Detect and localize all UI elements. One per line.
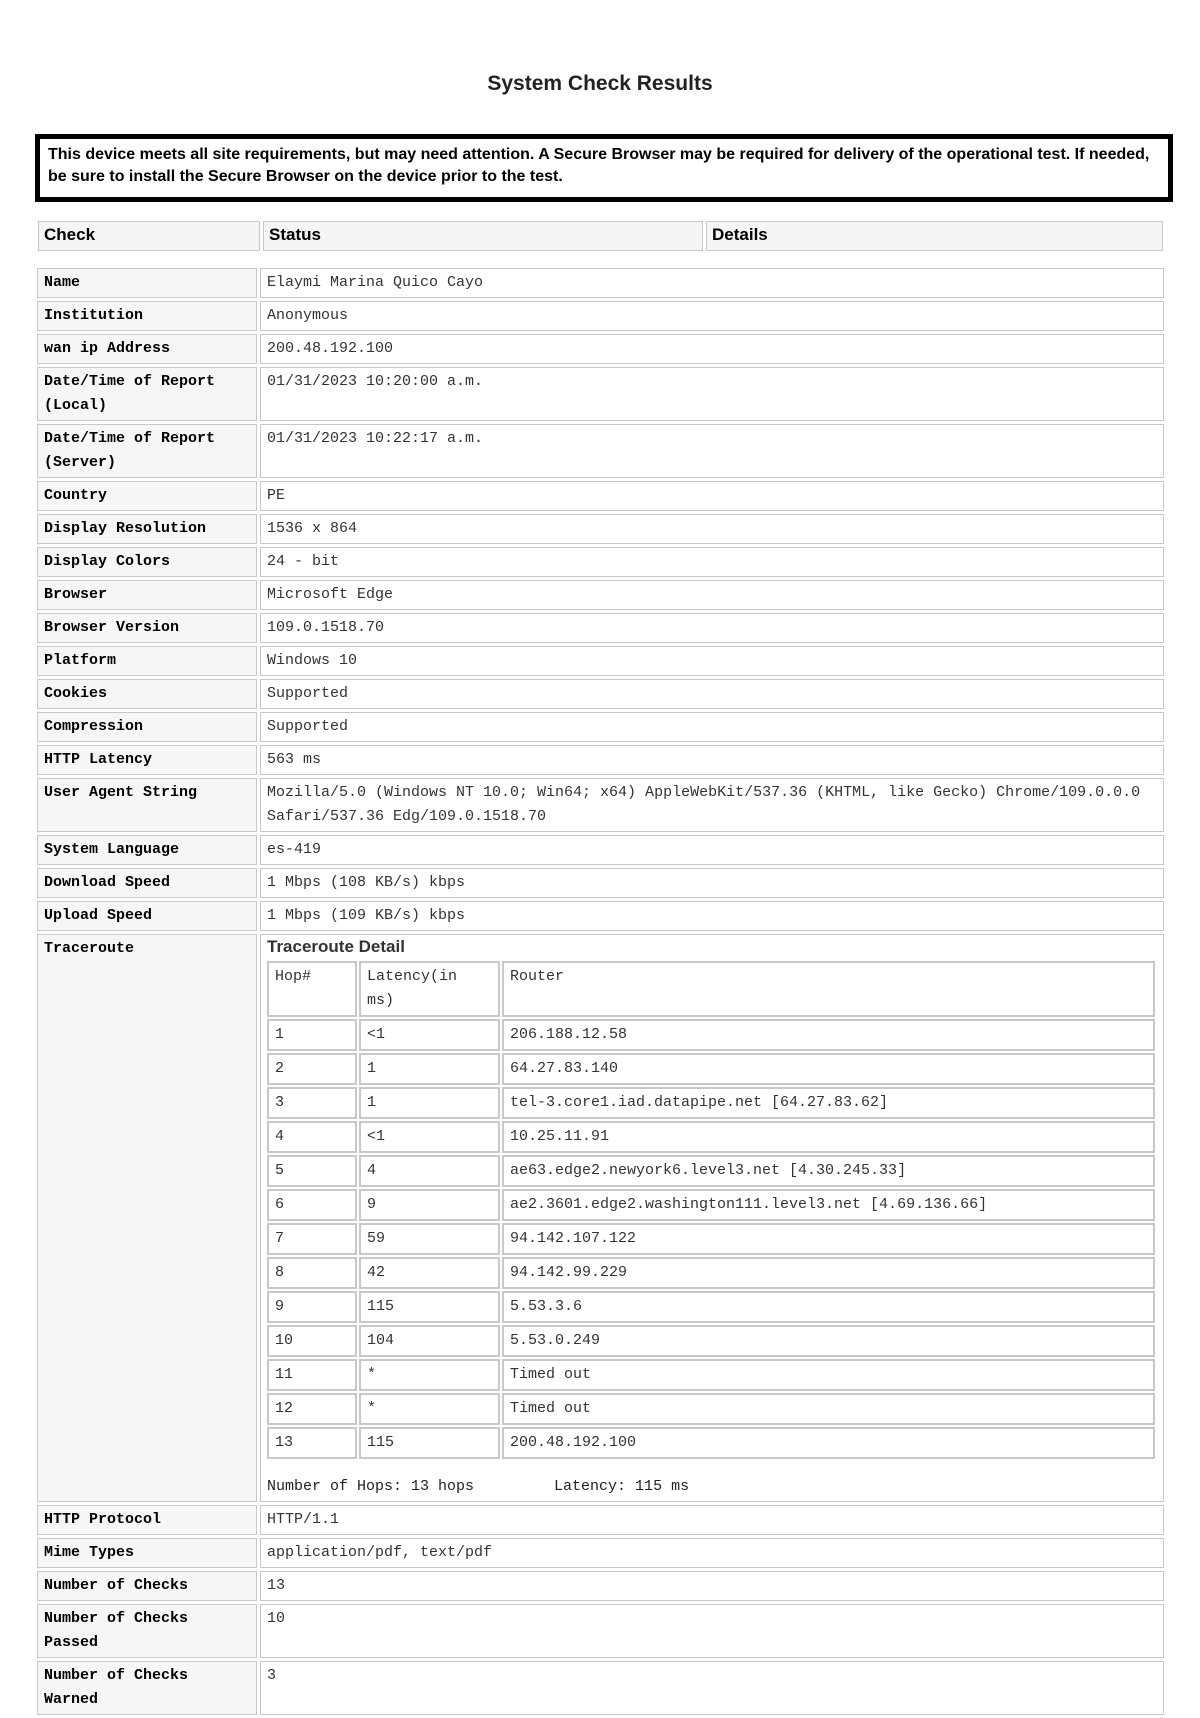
- row-label: Download Speed: [37, 868, 257, 898]
- table-row: [37, 301, 1164, 331]
- traceroute-router-cell: 94.142.107.122: [502, 1223, 1155, 1255]
- traceroute-row: [267, 1087, 1155, 1119]
- traceroute-router-cell: tel-3.core1.iad.datapipe.net [64.27.83.62]: [502, 1087, 1155, 1119]
- traceroute-row: [267, 1257, 1155, 1289]
- row-value: 24 - bit: [260, 547, 1164, 577]
- traceroute-summary: [267, 1475, 1157, 1499]
- row-label: Name: [37, 268, 257, 298]
- row-label: Traceroute: [37, 934, 257, 1502]
- row-value: 01/31/2023 10:20:00 a.m.: [260, 367, 1164, 421]
- traceroute-router-cell: ae2.3601.edge2.washington111.level3.net [4.69.136.66]: [502, 1189, 1155, 1221]
- row-label: User Agent String: [37, 778, 257, 832]
- traceroute-row: [267, 1155, 1155, 1187]
- traceroute-latency-cell: 1: [359, 1053, 500, 1085]
- traceroute-hop-cell: 4: [267, 1121, 357, 1153]
- traceroute-router-cell: 5.53.0.249: [502, 1325, 1155, 1357]
- traceroute-hop-cell: 1: [267, 1019, 357, 1051]
- traceroute-latency-cell: 4: [359, 1155, 500, 1187]
- traceroute-latency-cell: 9: [359, 1189, 500, 1221]
- table-row: [37, 481, 1164, 511]
- traceroute-header-hop: Hop#: [267, 961, 357, 1017]
- traceroute-header-latency: Latency(in ms): [359, 961, 500, 1017]
- row-label: Country: [37, 481, 257, 511]
- row-label: Number of Checks Passed: [37, 1604, 257, 1658]
- table-row: [37, 424, 1164, 478]
- traceroute-latency-cell: 115: [359, 1291, 500, 1323]
- row-value: Supported: [260, 679, 1164, 709]
- notice-box: [35, 134, 1173, 202]
- row-value: Windows 10: [260, 646, 1164, 676]
- traceroute-header-row: [267, 961, 1155, 1017]
- table-row: [37, 514, 1164, 544]
- traceroute-row: [267, 1359, 1155, 1391]
- traceroute-hop-cell: 12: [267, 1393, 357, 1425]
- traceroute-router-cell: 5.53.3.6: [502, 1291, 1155, 1323]
- column-header-status: Status: [263, 221, 703, 251]
- traceroute-hop-cell: 8: [267, 1257, 357, 1289]
- traceroute-latency-cell: 1: [359, 1087, 500, 1119]
- table-row: [37, 745, 1164, 775]
- traceroute-router-cell: ae63.edge2.newyork6.level3.net [4.30.245.33]: [502, 1155, 1155, 1187]
- row-label: Platform: [37, 646, 257, 676]
- column-header-details: Details: [706, 221, 1163, 251]
- traceroute-title: Traceroute Detail: [267, 937, 405, 956]
- traceroute-latency-cell: 104: [359, 1325, 500, 1357]
- traceroute-latency-cell: *: [359, 1393, 500, 1425]
- table-row: [37, 367, 1164, 421]
- row-label: wan ip Address: [37, 334, 257, 364]
- row-value: 1 Mbps (109 KB/s) kbps: [260, 901, 1164, 931]
- traceroute-latency-cell: 115: [359, 1427, 500, 1459]
- row-label: Date/Time of Report (Server): [37, 424, 257, 478]
- row-value: 3: [260, 1661, 1164, 1715]
- table-row: [37, 580, 1164, 610]
- traceroute-router-cell: 94.142.99.229: [502, 1257, 1155, 1289]
- row-label: Display Resolution: [37, 514, 257, 544]
- traceroute-row: [267, 1427, 1155, 1459]
- table-row: [37, 268, 1164, 298]
- traceroute-row: [267, 1019, 1155, 1051]
- row-value: Microsoft Edge: [260, 580, 1164, 610]
- traceroute-latency-cell: 42: [359, 1257, 500, 1289]
- traceroute-hop-cell: 5: [267, 1155, 357, 1187]
- results-table: [34, 265, 1167, 1718]
- traceroute-row: [267, 1189, 1155, 1221]
- traceroute-row: [267, 1121, 1155, 1153]
- row-value: Supported: [260, 712, 1164, 742]
- row-label: Cookies: [37, 679, 257, 709]
- row-value: application/pdf, text/pdf: [260, 1538, 1164, 1568]
- row-value: 10: [260, 1604, 1164, 1658]
- table-row: [37, 901, 1164, 931]
- results-header: [35, 218, 1166, 254]
- row-label: System Language: [37, 835, 257, 865]
- traceroute-row: [267, 1393, 1155, 1425]
- traceroute-row: [267, 1325, 1155, 1357]
- row-value: 109.0.1518.70: [260, 613, 1164, 643]
- traceroute-cell: [260, 934, 1164, 1502]
- table-row: [37, 613, 1164, 643]
- row-value: Anonymous: [260, 301, 1164, 331]
- row-value: es-419: [260, 835, 1164, 865]
- traceroute-router-cell: 64.27.83.140: [502, 1053, 1155, 1085]
- row-label: Upload Speed: [37, 901, 257, 931]
- row-label: Browser: [37, 580, 257, 610]
- table-row: [37, 334, 1164, 364]
- table-row: [37, 1571, 1164, 1601]
- table-row: [37, 778, 1164, 832]
- row-value: HTTP/1.1: [260, 1505, 1164, 1535]
- row-value: 1 Mbps (108 KB/s) kbps: [260, 868, 1164, 898]
- table-row: [37, 835, 1164, 865]
- traceroute-hop-cell: 6: [267, 1189, 357, 1221]
- traceroute-hops-summary: Number of Hops: 13 hops: [267, 1478, 475, 1495]
- traceroute-table: [265, 959, 1157, 1461]
- traceroute-row: [267, 1223, 1155, 1255]
- row-label: Mime Types: [37, 1538, 257, 1568]
- traceroute-header-router: Router: [502, 961, 1155, 1017]
- row-value: 01/31/2023 10:22:17 a.m.: [260, 424, 1164, 478]
- row-value: Elaymi Marina Quico Cayo: [260, 268, 1164, 298]
- row-label: HTTP Protocol: [37, 1505, 257, 1535]
- traceroute-router-cell: 200.48.192.100: [502, 1427, 1155, 1459]
- row-value: 13: [260, 1571, 1164, 1601]
- traceroute-latency-cell: <1: [359, 1121, 500, 1153]
- table-row-traceroute: [37, 934, 1164, 1502]
- column-header-check: Check: [38, 221, 260, 251]
- traceroute-hop-cell: 11: [267, 1359, 357, 1391]
- table-row: [37, 646, 1164, 676]
- row-label: Browser Version: [37, 613, 257, 643]
- row-label: Number of Checks: [37, 1571, 257, 1601]
- row-value: Mozilla/5.0 (Windows NT 10.0; Win64; x64) AppleWebKit/537.36 (KHTML, like Gecko) Chrome/109.0.0.0 Safari/537.36 Edg/109.0.1518.70: [260, 778, 1164, 832]
- traceroute-row: [267, 1053, 1155, 1085]
- row-label: Date/Time of Report (Local): [37, 367, 257, 421]
- table-row: [37, 679, 1164, 709]
- notice-text: This device meets all site requirements, but may need attention. A Secure Browser may be required for delivery of the operational test. If needed, be sure to install the Secure Browser on the device prior to the test.: [48, 146, 1150, 185]
- table-row: [37, 1604, 1164, 1658]
- table-row: [37, 1661, 1164, 1715]
- row-label: Display Colors: [37, 547, 257, 577]
- row-value: 1536 x 864: [260, 514, 1164, 544]
- row-label: Institution: [37, 301, 257, 331]
- traceroute-router-cell: Timed out: [502, 1393, 1155, 1425]
- traceroute-hop-cell: 7: [267, 1223, 357, 1255]
- traceroute-hop-cell: 2: [267, 1053, 357, 1085]
- table-row: [37, 1538, 1164, 1568]
- traceroute-latency-cell: <1: [359, 1019, 500, 1051]
- row-label: HTTP Latency: [37, 745, 257, 775]
- traceroute-latency-cell: *: [359, 1359, 500, 1391]
- table-row: [37, 868, 1164, 898]
- table-row: [37, 547, 1164, 577]
- table-row: [37, 1505, 1164, 1535]
- traceroute-latency-summary: Latency: 115 ms: [554, 1478, 690, 1495]
- traceroute-hop-cell: 13: [267, 1427, 357, 1459]
- row-value: 563 ms: [260, 745, 1164, 775]
- row-value: PE: [260, 481, 1164, 511]
- traceroute-hop-cell: 3: [267, 1087, 357, 1119]
- page-title: System Check Results: [487, 72, 713, 95]
- traceroute-router-cell: Timed out: [502, 1359, 1155, 1391]
- row-value: 200.48.192.100: [260, 334, 1164, 364]
- row-label: Number of Checks Warned: [37, 1661, 257, 1715]
- traceroute-latency-cell: 59: [359, 1223, 500, 1255]
- traceroute-router-cell: 10.25.11.91: [502, 1121, 1155, 1153]
- traceroute-row: [267, 1291, 1155, 1323]
- table-row: [37, 712, 1164, 742]
- traceroute-hop-cell: 9: [267, 1291, 357, 1323]
- traceroute-router-cell: 206.188.12.58: [502, 1019, 1155, 1051]
- row-label: Compression: [37, 712, 257, 742]
- traceroute-hop-cell: 10: [267, 1325, 357, 1357]
